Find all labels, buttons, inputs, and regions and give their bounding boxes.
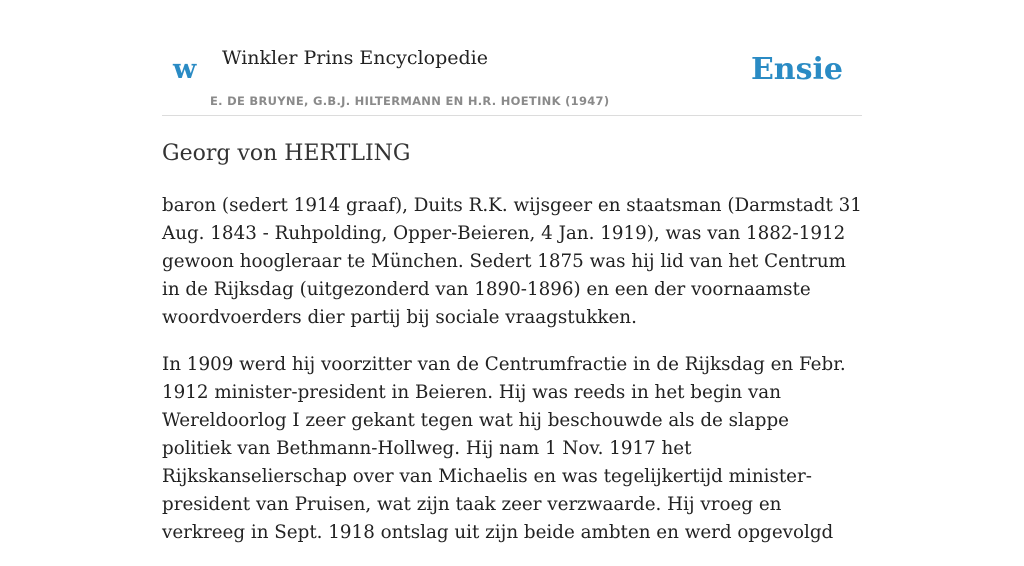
source-logo-icon[interactable]: w — [173, 54, 197, 85]
article-paragraph-1: baron (sedert 1914 graaf), Duits R.K. wijsgeer en staatsman (Darmstadt 31 Aug. 1843 - Ruhpolding, Opper-Beieren, 4 Jan. 1919), was van 1882-1912 gewoon hoogleraar te München. Sedert 1875 was hij lid van het Centrum in de Rijksdag (uitgezonderd van 1890-1896) en een der voornaamste woordvoerders dier partij bij sociale vraagstukken. — [162, 195, 862, 328]
article-body — [162, 192, 862, 566]
source-header — [162, 40, 862, 116]
source-authors: E. DE BRUYNE, G.B.J. HILTERMANN EN H.R. HOETINK (1947) — [210, 94, 610, 108]
ensie-logo[interactable]: Ensie — [750, 52, 843, 87]
source-title-link[interactable]: Winkler Prins Encyclopedie — [222, 47, 488, 69]
article-title: Georg von HERTLING — [162, 141, 411, 166]
article-paragraph-2: In 1909 werd hij voorzitter van de Centrumfractie in de Rijksdag en Febr. 1912 minister-president in Beieren. Hij was reeds in het begin van Wereldoorlog I zeer gekant tegen wat hij beschouwde als de slappe politiek van Bethmann-Hollweg. Hij nam 1 Nov. 1917 het Rijkskanselierschap over van Michaelis en was tegelijkertijd minister-president van Pruisen, wat zijn taak zeer verzwaarde. Hij vroeg en verkreeg in Sept. 1918 ontslag uit zijn beide ambten en werd opgevolgd — [162, 354, 846, 543]
